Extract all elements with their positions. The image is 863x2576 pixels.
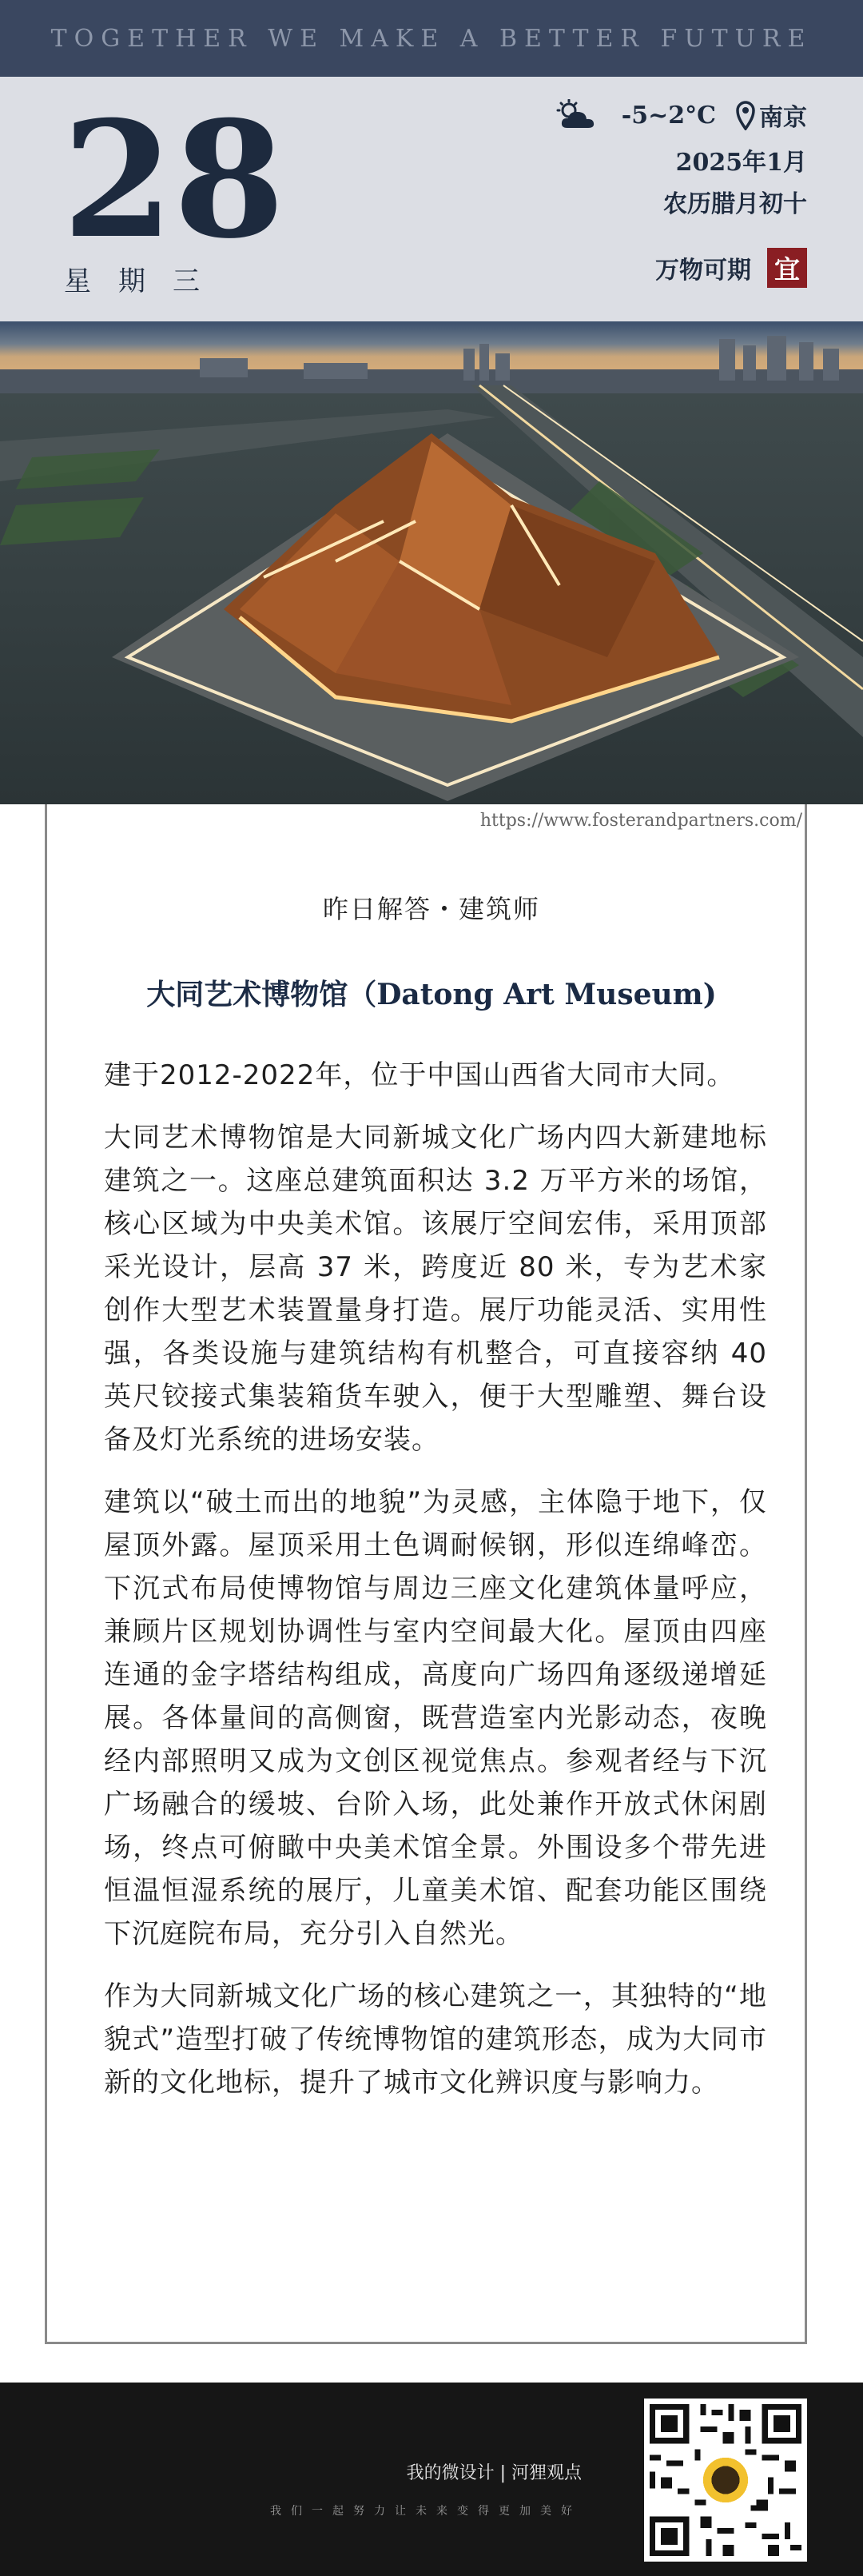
- section-heading: 昨日解答・建筑师: [322, 894, 540, 924]
- banner-slogan: TOGETHER WE MAKE A BETTER FUTURE: [50, 24, 813, 53]
- photo-credit: https://www.fosterandpartners.com/: [479, 811, 802, 831]
- location-pin-icon: [735, 100, 756, 130]
- building-title: 大同艺术博物馆（Datong Art Museum): [146, 978, 717, 1011]
- date-header: [0, 77, 863, 321]
- paragraph: 建筑以“破土而出的地貌”为灵感，主体隐于地下，仅屋顶外露。屋顶采用土色调耐候钢，形似连绵峰峦。下沉式布局使博物馆与周边三座文化建筑体量呼应，兼顾片区规划协调性与室内空间最大化。屋顶由四座连通的金字塔结构组成，高度向广场四角逐级递增延展。各体量间的高侧窗，既营造室内光影动态，夜晚经内部照明又成为文创区视觉焦点。参观者经与下沉广场融合的缓坡、台阶入场，此处兼作开放式休闲剧场，终点可俯瞰中央美术馆全景。外围设多个带先进恒温恒湿系统的展厅，儿童美术馆、配套功能区围绕下沉庭院布局，充分引入自然光。: [104, 1486, 767, 1950]
- yi-badge: 宜: [767, 248, 807, 288]
- top-banner: [0, 0, 863, 77]
- city-name: 南京: [759, 104, 807, 132]
- lunar-date: 农历腊月初十: [663, 190, 807, 218]
- weather-row: [556, 93, 807, 138]
- paragraph: 大同艺术博物馆是大同新城文化广场内四大新建地标建筑之一。这座总建筑面积达 3.2 万平方米的场馆，核心区域为中央美术馆。该展厅空间宏伟，采用顶部采光设计，层高 37 米，跨度近 80 米，专为艺术家创作大型艺术装置量身打造。展厅功能灵活、实用性强，各类设施与建筑结构有机整合，可直接容纳 40 英尺铰接式集装箱货车驶入，便于大型雕塑、舞台设备及灯光系统的进场安装。: [104, 1122, 767, 1456]
- footer-title: 我的微设计 | 河狸观点: [406, 2463, 582, 2483]
- article-body: [104, 1054, 767, 2123]
- almanac-row: [556, 248, 807, 288]
- museum-photo: [0, 321, 863, 804]
- paragraph: 作为大同新城文化广场的核心建筑之一，其独特的“地貌式”造型打破了传统博物馆的建筑形态，成为大同市新的文化地标，提升了城市文化辨识度与影响力。: [104, 1980, 767, 2099]
- header-info: [556, 93, 807, 288]
- weekday-label: 星期三: [64, 265, 227, 297]
- year-month: 2025年1月: [675, 149, 807, 177]
- temperature: -5~2°C: [621, 101, 716, 130]
- motto-text: 万物可期: [655, 257, 751, 285]
- qr-code-icon[interactable]: [644, 2399, 807, 2562]
- footer-slogan: 我们一起努力让未来变得更加美好: [270, 2505, 582, 2518]
- footer: [0, 2383, 863, 2576]
- partly-cloudy-icon: [556, 99, 598, 131]
- paragraph: 建于2012-2022年，位于中国山西省大同市大同。: [104, 1059, 735, 1091]
- day-number: 28: [62, 86, 285, 274]
